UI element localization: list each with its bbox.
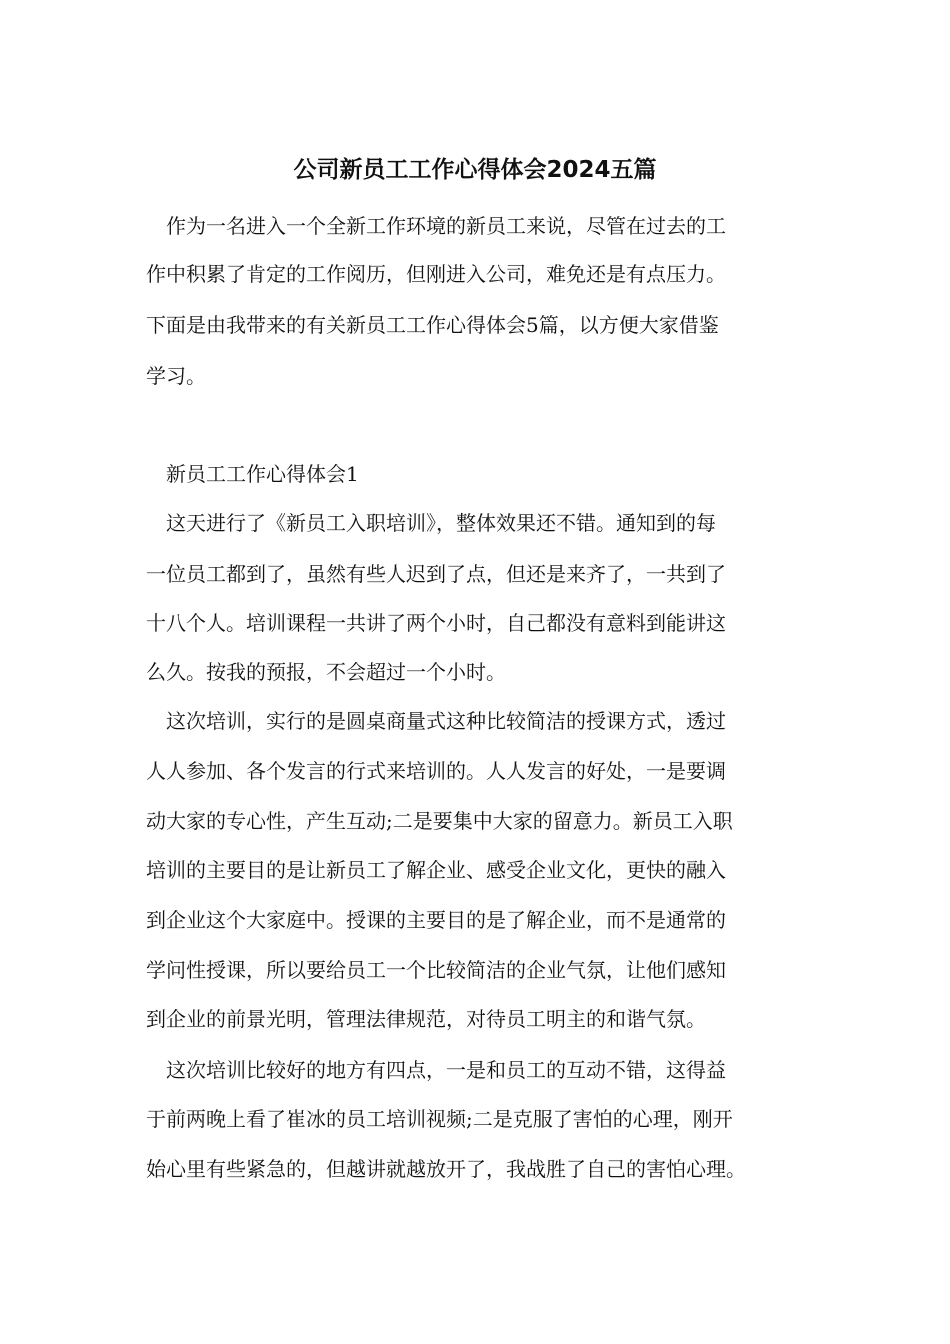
body-line-5: 这次培训，实行的是圆桌商量式这种比较简洁的授课方式，透过 (166, 709, 726, 733)
body-line-6: 人人参加、各个发言的行式来培训的。人人发言的好处，一是要调 (146, 759, 726, 783)
body-line-9: 到企业这个大家庭中。授课的主要目的是了解企业，而不是通常的 (146, 908, 726, 932)
body-line-3: 十八个人。培训课程一共讲了两个小时，自己都没有意料到能讲这 (146, 611, 726, 635)
body-line-2: 一位员工都到了，虽然有些人迟到了点，但还是来齐了，一共到了 (146, 562, 726, 586)
body-line-4: 么久。按我的预报，不会超过一个小时。 (146, 660, 506, 684)
intro-line-4: 学习。 (146, 364, 206, 388)
body-line-14: 始心里有些紧急的，但越讲就越放开了，我战胜了自己的害怕心理。 (146, 1157, 746, 1181)
document-title: 公司新员工工作心得体会2024五篇 (293, 157, 657, 183)
body-line-11: 到企业的前景光明，管理法律规范，对待员工明主的和谐气氛。 (146, 1007, 706, 1031)
intro-line-3: 下面是由我带来的有关新员工工作心得体会5篇，以方便大家借鉴 (146, 313, 719, 337)
section-heading: 新员工工作心得体会1 (166, 462, 359, 486)
body-line-8: 培训的主要目的是让新员工了解企业、感受企业文化，更快的融入 (146, 858, 726, 882)
intro-line-2: 作中积累了肯定的工作阅历，但刚进入公司，难免还是有点压力。 (146, 262, 726, 286)
body-line-12: 这次培训比较好的地方有四点，一是和员工的互动不错，这得益 (166, 1058, 726, 1082)
intro-line-1: 作为一名进入一个全新工作环境的新员工来说，尽管在过去的工 (166, 214, 726, 238)
body-line-7: 动大家的专心性，产生互动;二是要集中大家的留意力。新员工入职 (146, 809, 733, 833)
body-line-13: 于前两晚上看了崔冰的员工培训视频;二是克服了害怕的心理，刚开 (146, 1107, 733, 1131)
body-line-1: 这天进行了《新员工入职培训》，整体效果还不错。通知到的每 (166, 511, 716, 535)
body-line-10: 学问性授课，所以要给员工一个比较简洁的企业气氛，让他们感知 (146, 958, 726, 982)
